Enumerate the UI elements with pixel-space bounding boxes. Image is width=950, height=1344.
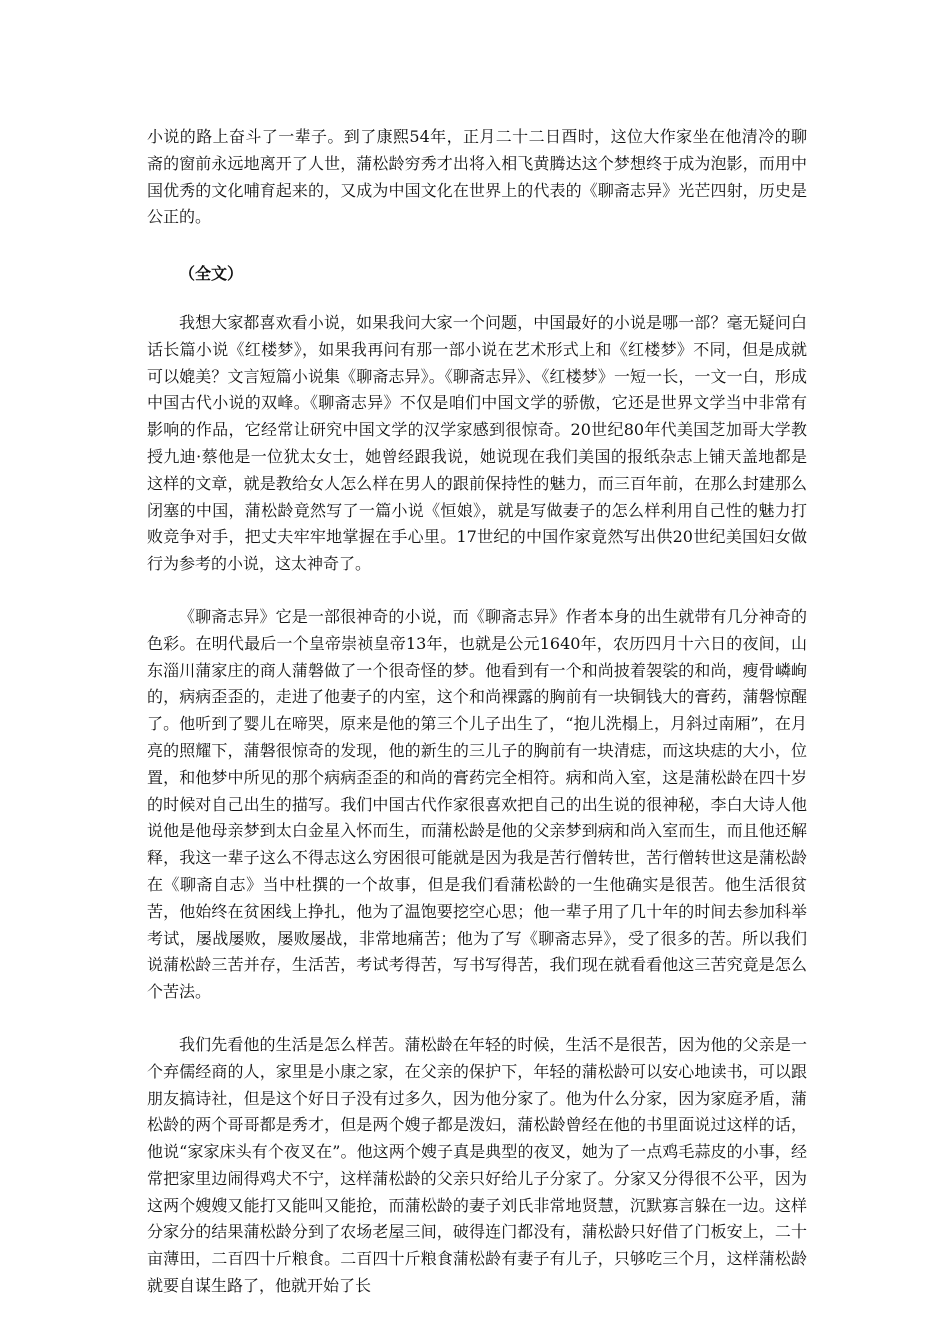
document-body — [147, 124, 807, 1300]
paragraph-life-hardship: 我们先看他的生活是怎么样苦。蒲松龄在年轻的时候，生活不是很苦，因为他的父亲是一个弃儒经商的人，家里是小康之家，在父亲的保护下，年轻的蒲松龄可以安心地读书，可以跟朋友搞诗社，但是这个好日子没有过多久，因为他分家了。他为什么分家，因为家庭矛盾，蒲松龄的两个哥哥都是秀才，但是两个嫂子都是泼妇，蒲松龄曾经在他的书里面说过这样的话，他说“家家床头有个夜叉在”。他这两个嫂子真是典型的夜叉，她为了一点鸡毛蒜皮的小事，经常把家里边闹得鸡犬不宁，这样蒲松龄的父亲只好给儿子分家了。分家又分得很不公平，因为这两个嫂嫂又能打又能叫又能抢，而蒲松龄的妻子刘氏非常地贤慧，沉默寡言躲在一边。这样分家分的结果蒲松龄分到了农场老屋三间，破得连门都没有，蒲松龄只好借了门板安上，二十亩薄田，二百四十斤粮食。二百四十斤粮食蒲松龄有妻子有儿子，只够吃三个月，这样蒲松龄就要自谋生路了，他就开始了长 — [147, 1034, 807, 1296]
paragraph-introduction: 我想大家都喜欢看小说，如果我问大家一个问题，中国最好的小说是哪一部？毫无疑问白话长篇小说《红楼梦》，如果我再问有那一部小说在艺术形式上和《红楼梦》不同，但是成就可以媲美？文言短篇小说集《聊斋志异》。《聊斋志异》、《红楼梦》一短一长，一文一白，形成中国古代小说的双峰。《聊斋志异》不仅是咱们中国文学的骄傲，它还是世界文学当中非常有影响的作品，它经常让研究中国文学的汉学家感到很惊奇。20世纪80年代美国芝加哥大学教授九迪·蔡他是一位犹太女士，她曾经跟我说，她说现在我们美国的报纸杂志上铺天盖地都是这样的文章，就是教给女人怎么样在男人的跟前保持性的魅力，而三百年前，在那么封建那么闭塞的中国，蒲松龄竟然写了一篇小说《恒娘》，就是写做妻子的怎么样利用自己性的魅力打败竞争对手，把丈夫牢牢地掌握在手心里。17世纪的中国作家竟然写出供20世纪美国妇女做行为参考的小说，这太神奇了。 — [147, 312, 807, 574]
section-heading-full-text: （全文） — [179, 264, 244, 284]
paragraph-continuation: 小说的路上奋斗了一辈子。到了康熙54年，正月二十二日酉时，这位大作家坐在他清冷的聊斋的窗前永远地离开了人世，蒲松龄穷秀才出将入相飞黄腾达这个梦想终于成为泡影，而用中国优秀的文化哺育起来的，又成为中国文化在世界上的代表的《聊斋志异》光芒四射，历史是公正的。 — [147, 127, 807, 227]
paragraph-birth-story: 《聊斋志异》它是一部很神奇的小说，而《聊斋志异》作者本身的出生就带有几分神奇的色彩。在明代最后一个皇帝崇祯皇帝13年，也就是公元1640年，农历四月十六日的夜间，山东淄川蒲家庄的商人蒲磐做了一个很奇怪的梦。他看到有一个和尚披着袈裟的和尚，瘦骨嶙峋的，病病歪歪的，走进了他妻子的内室，这个和尚裸露的胸前有一块铜钱大的膏药，蒲磐惊醒了。他听到了婴儿在啼哭，原来是他的第三个儿子出生了，“抱儿洗榻上，月斜过南厢”，在月亮的照耀下，蒲磐很惊奇的发现，他的新生的三儿子的胸前有一块清痣，而这块痣的大小，位置，和他梦中所见的那个病病歪歪的和尚的膏药完全相符。病和尚入室，这是蒲松龄在四十岁的时候对自己出生的描写。我们中国古代作家很喜欢把自己的出生说的很神秘，李白大诗人他说他是他母亲梦到太白金星入怀而生，而蒲松龄是他的父亲梦到病和尚入室而生，而且他还解释，我这一辈子这么不得志这么穷困很可能就是因为我是苦行僧转世，苦行僧转世这是蒲松龄在《聊斋自志》当中杜撰的一个故事，但是我们看蒲松龄的一生他确实是很苦。他生活很贫苦，他始终在贫困线上挣扎，他为了温饱要挖空心思；他一辈子用了几十年的时间去参加科举考试，屡战屡败，屡败屡战，非常地痛苦；他为了写《聊斋志异》，受了很多的苦。所以我们说蒲松龄三苦并存，生活苦，考试考得苦，写书写得苦，我们现在就看看他这三苦究竟是怎么个苦法。 — [147, 606, 807, 1002]
